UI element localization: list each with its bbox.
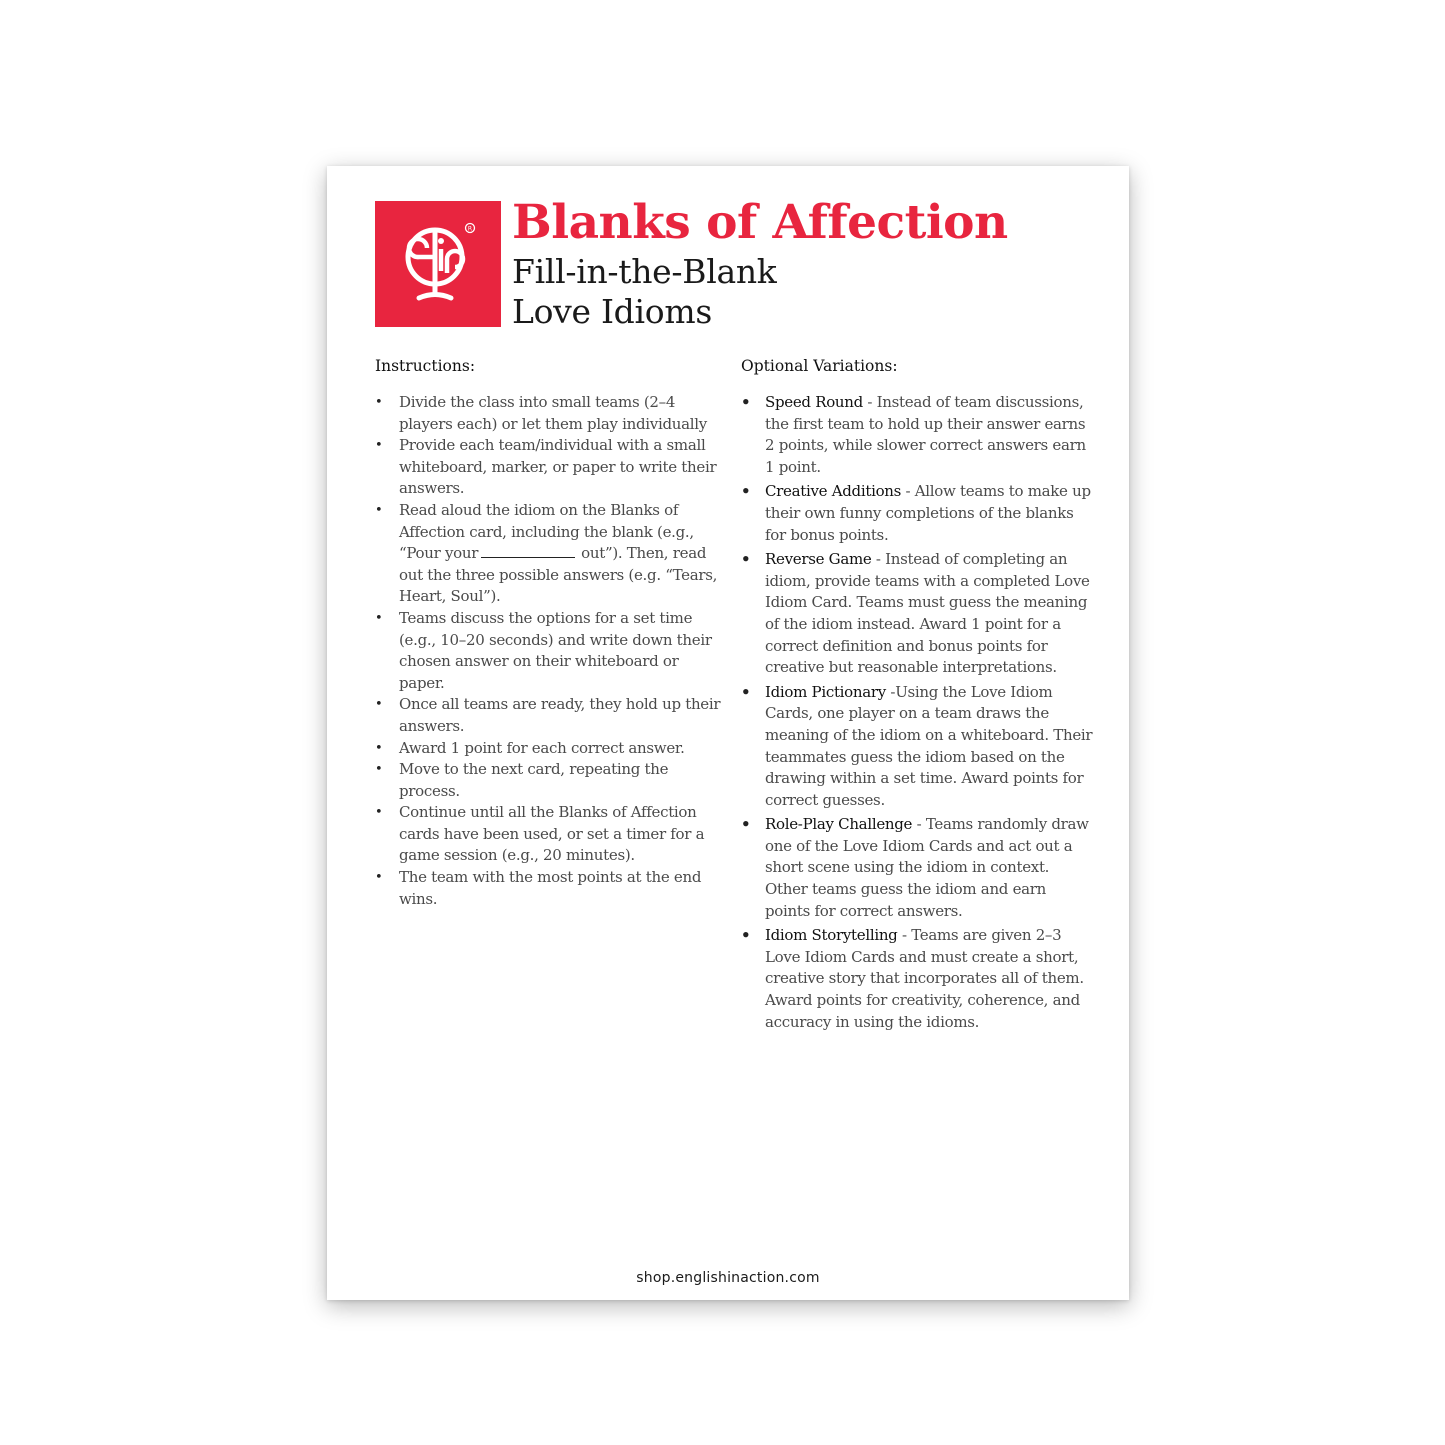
list-item-text: out”). Then, read out the three possible answers (e.g. “Tears, Heart, Soul”).	[399, 544, 718, 606]
list-item	[741, 925, 1093, 1033]
footer-url: shop.englishinaction.com	[636, 1270, 820, 1286]
variation-term: Reverse Game	[765, 550, 872, 569]
instructions-section	[375, 356, 727, 910]
list-item: • The team with the most points at the end wins.	[375, 867, 727, 910]
list-item	[741, 481, 1093, 546]
list-item	[741, 549, 1093, 679]
english-in-action-logo-icon	[375, 201, 501, 327]
list-item: • Divide the class into small teams (2–4 players each) or let them play individually	[375, 392, 727, 435]
brand-logo	[375, 201, 501, 327]
variation-term: Role-Play Challenge	[765, 815, 913, 834]
subtitle-line-2: Love Idioms	[512, 292, 712, 331]
variation-desc: - Teams are given 2–3 Love Idiom Cards and must create a short, creative story that incorporates all of them. Award points for creativity, coherence, and accuracy in using the idioms.	[765, 926, 1084, 1031]
variation-term: Speed Round	[765, 393, 863, 411]
variations-heading: Optional Variations:	[741, 357, 898, 375]
variation-term: Idiom Storytelling	[765, 926, 898, 945]
subtitle-line-1: Fill-in-the-Blank	[512, 252, 777, 291]
instructions-heading: Instructions:	[375, 357, 476, 375]
variation-desc: - Instead of completing an idiom, provide teams with a completed Love Idiom Card. Teams must guess the meaning of the idiom instead. Award 1 point for a correct definition and bonus points for creative but reasonable interpretations.	[765, 550, 1090, 677]
list-item: • Provide each team/individual with a small whiteboard, marker, or paper to write their answers.	[375, 435, 727, 500]
variation-desc: -Using the Love Idiom Cards, one player on a team draws the meaning of the idiom on a whiteboard. Their teammates guess the idiom based on the drawing within a set time. Award points for correct guesses.	[765, 682, 1093, 809]
variation-desc: - Teams randomly draw one of the Love Idiom Cards and act out a short scene using the idiom in context. Other teams guess the idiom and earn points for correct answers.	[765, 815, 1089, 920]
variation-desc: - Allow teams to make up their own funny completions of the blanks for bonus points.	[765, 482, 1091, 544]
page-subtitle	[512, 252, 777, 332]
list-item	[741, 392, 1093, 478]
fill-in-blank-line	[481, 545, 575, 558]
variation-term: Idiom Pictionary	[765, 682, 886, 701]
page-title: Blanks of Affection	[512, 195, 1008, 250]
variations-section	[741, 356, 1093, 1036]
list-item: • Move to the next card, repeating the process.	[375, 759, 727, 802]
worksheet-page	[327, 166, 1129, 1300]
list-item-text: Read aloud the idiom on the Blanks of Affection card, including the blank (e.g., “Pour your	[399, 500, 694, 563]
list-item	[741, 682, 1093, 812]
variation-term: Creative Additions	[765, 482, 902, 501]
variations-list	[741, 392, 1093, 1033]
svg-text:R: R	[467, 225, 473, 233]
instructions-list	[375, 392, 727, 910]
variation-desc: - Instead of team discussions, the first team to hold up their answer earns 2 points, while slower correct answers earn 1 point.	[765, 393, 1086, 476]
list-item: • Once all teams are ready, they hold up their answers.	[375, 694, 727, 737]
list-item: • Teams discuss the options for a set time (e.g., 10–20 seconds) and write down their chosen answer on their whiteboard or paper.	[375, 608, 727, 694]
list-item: • Award 1 point for each correct answer.	[375, 738, 727, 760]
list-item: • Continue until all the Blanks of Affection cards have been used, or set a timer for a game session (e.g., 20 minutes).	[375, 802, 727, 867]
list-item	[741, 814, 1093, 922]
list-item	[375, 500, 727, 608]
